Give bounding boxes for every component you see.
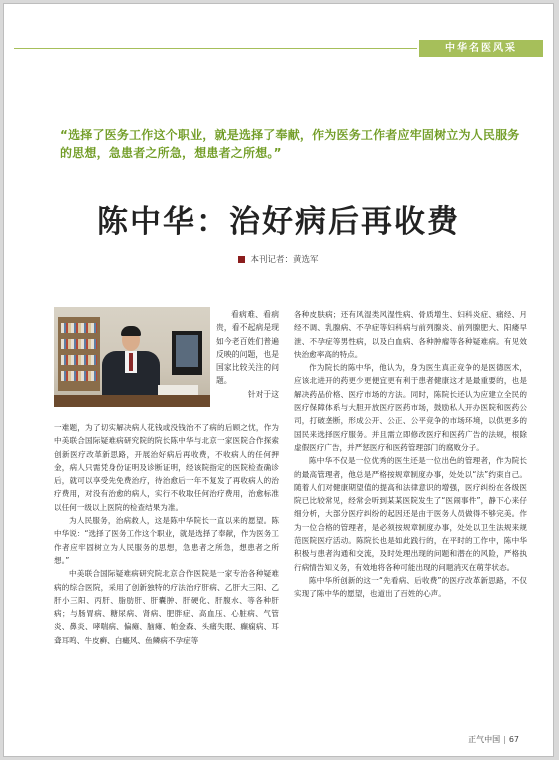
desk	[54, 395, 210, 407]
page-number: 67	[508, 735, 519, 744]
byline-marker	[238, 256, 245, 263]
byline-text: 本刊记者：黄选军	[250, 255, 319, 265]
left-column-body	[54, 421, 279, 647]
body-paragraph: 作为院长的陈中华，他认为，身为医生真正竞争的是医德医术，应该北进开的药更少更便宜更有利于患者健康这才是最重要的，也是解决药品价格、医疗市场的方法。同时，陈院长还认为应建立全民的医疗保障体系与大胆开放医疗医药市场，鼓励私人开办医院和医药公司，打破垄断，形成公开、公正、公平竞争的市场环境，以供更多的国民来选择医疗服务。并且需立即修改医疗和医药广告的法规，根除虚假医疗广告，并严惩医疗和医药管理部门的腐败分子。	[294, 363, 527, 452]
body-paragraph: 中美联合国际疑难病研究院北京合作医院是一家专治各种疑难病的综合医院，采用了创新独特的疗法治疗肝病、乙肝大三阳、乙肝小三阳、丙肝、脂肪肝、肝囊肿、肝硬化、肝腹水、等各种肝病；与肠胃病、糖尿病、肾病、肥胖症、高血压、心脏病、气管炎、鼻炎、哮喘病、偏瘫、脑瘫、帕金森、头痛失眠、癫痫病、耳聋耳鸣、牛皮癣、白癜风、鱼鳞病不孕症等	[54, 569, 279, 645]
body-paragraph: 一难题，为了切实解决病人花钱或没钱治不了病的后顾之忧，作为中美联合国际疑难病研究院的院长陈中华与北京一家医院合作探索创新医疗改革新思路，开展治好病后再收费，不收病人的任何押金，病人只需凭身份证明及诊断证明，经该院指定的医院检查确诊后，就可以享受先免费治疗，待治愈后一年不复发了再收病人的治疗费用，对没有治愈的病人，实行不收取任何治疗费用，治愈标准以任何一级以上医院的检查结果为准。	[54, 423, 279, 512]
byline	[4, 253, 553, 265]
intro-continuation: 针对于这	[247, 389, 279, 399]
column-tag: 中华名医风采	[419, 40, 543, 57]
header-rule	[14, 48, 417, 49]
bookshelf	[58, 317, 100, 391]
magazine-page	[3, 3, 554, 757]
body-paragraph: 为人民服务，治病救人，这是陈中华院长一直以来的愿望。陈中华说：“选择了医务工作这个职业，就是选择了奉献，作为医务工作者应牢固树立为人民服务的思想，急患者之所急，想患者之所想。”	[54, 516, 279, 565]
portrait-photo	[54, 307, 210, 407]
magazine-name: 正气中国	[468, 735, 501, 744]
right-column-body	[294, 308, 527, 601]
body-paragraph: 各种皮肤病；还有风湿类风湿性病、骨质增生、妇科炎症、痛经、月经不调、乳腺病、不孕症等妇科病与前列腺炎、前列腺肥大、阳痿早泄、不孕症等男性病，以及白血病、各种肿瘤等各种疑难病。有见效快治愈率高的特点。	[294, 310, 527, 359]
article-title: 陈中华：治好病后再收费	[97, 204, 460, 240]
pull-quote: “选择了医务工作这个职业，就是选择了奉献，作为医务工作者应牢固树立为人民服务的思想，急患者之所急，想患者之所想。”	[60, 128, 520, 160]
footer-divider: |	[503, 735, 506, 744]
page-footer	[468, 734, 519, 745]
intro-paragraph: 看病难、看病贵，看不起病是现如今老百姓们普遍反映的问题，也是国家比较关注的问题。	[216, 310, 279, 386]
body-paragraph: 陈中华不仅是一位优秀的医生还是一位出色的管理者，作为院长的最高管理者，他总是严格按规章制度办事，处处以“法”约束自己。随着人们对健康期望值的提高和法律意识的增强，医疗纠纷在各级医院已比较常见，经常会听到某某医院发生了“医闹事件”，静下心来仔细分析，大部分医疗纠纷的起因还是由于医务人员做得不够完美。作为一位合格的管理者，是必须按规章制度办事，处处以卫生法规来规范医院医疗活动。陈院长也是如此践行的，在平时的工作中，陈中华积极与患者沟通和交流，及时处理出现的问题和潜在的风险，严格执行病情告知义务，有效地将各种可能出现的问题消灭在萌芽状态。	[294, 456, 527, 572]
body-paragraph: 陈中华所创新的这一“先看病、后收费”的医疗改革新思路，不仅实现了陈中华的愿望，也道出了百姓的心声。	[294, 575, 527, 599]
left-column-intro	[216, 308, 279, 401]
monitor	[172, 331, 202, 375]
